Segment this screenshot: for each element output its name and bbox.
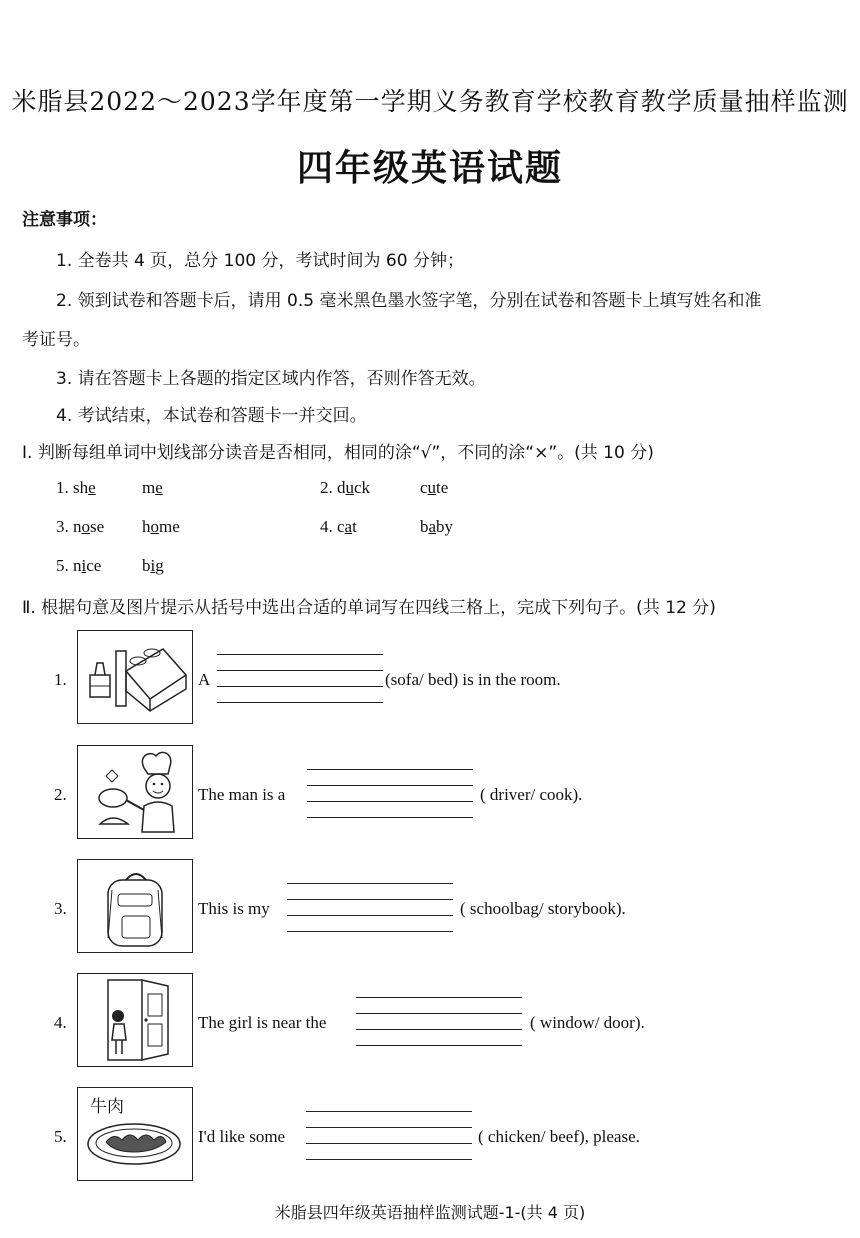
- writing-line: [307, 785, 473, 786]
- writing-line: [287, 883, 453, 884]
- word-a: nice: [73, 556, 102, 575]
- word-a: cat: [337, 517, 357, 536]
- answer-line[interactable]: [217, 686, 383, 687]
- pair-5: 5. nice: [56, 556, 102, 575]
- word-a: she: [73, 478, 96, 497]
- beef-icon: [78, 1088, 191, 1179]
- pair-1-word-b: me: [142, 478, 163, 497]
- writing-line: [306, 1159, 472, 1160]
- question-number: 2.: [54, 785, 67, 804]
- writing-line: [306, 1111, 472, 1112]
- notice-item: 1. 全卷共 4 页，总分 100 分，考试时间为 60 分钟；: [56, 251, 464, 271]
- writing-line: [356, 1045, 522, 1046]
- writing-line: [356, 997, 522, 998]
- writing-line: [217, 670, 383, 671]
- question-number: 5.: [54, 1127, 67, 1146]
- notice-heading: 注意事项：: [22, 210, 107, 230]
- writing-line: [306, 1127, 472, 1128]
- question-suffix: ( schoolbag/ storybook).: [460, 899, 626, 918]
- writing-line: [217, 654, 383, 655]
- section-2-title: Ⅱ. 根据句意及图片提示从括号中选出合适的单词写在四线三格上，完成下列句子。(共 12 分): [22, 598, 716, 618]
- writing-line: [287, 899, 453, 900]
- question-prefix: I'd like some: [198, 1127, 286, 1146]
- question-number: 4.: [54, 1013, 67, 1032]
- question-number: 3.: [54, 899, 67, 918]
- bed-picture: [77, 630, 193, 724]
- page-footer: 米脂县四年级英语抽样监测试题-1-(共 4 页): [274, 1203, 586, 1222]
- question-suffix: (sofa/ bed) is in the room.: [385, 670, 561, 689]
- cook-picture: [77, 745, 193, 839]
- beef-picture: [77, 1087, 193, 1181]
- pair-2: 2. duck: [320, 478, 371, 497]
- cook-icon: [78, 746, 191, 837]
- notice-item: 4. 考试结束，本试卷和答题卡一并交回。: [56, 406, 367, 426]
- word-a: nose: [73, 517, 105, 536]
- question-suffix: ( chicken/ beef), please.: [478, 1127, 640, 1146]
- writing-line: [307, 817, 473, 818]
- pair-2-word-b: cute: [420, 478, 449, 497]
- section-1-title: Ⅰ. 判断每组单词中划线部分读音是否相同，相同的涂“√”，不同的涂“×”。(共 10 分): [22, 443, 654, 463]
- writing-line: [287, 931, 453, 932]
- writing-line: [217, 702, 383, 703]
- notice-item: 3. 请在答题卡上各题的指定区域内作答，否则作答无效。: [56, 369, 486, 389]
- schoolbag-icon: [78, 860, 191, 951]
- beef-label: 牛肉: [90, 1097, 124, 1117]
- question-prefix: The girl is near the: [198, 1013, 327, 1032]
- writing-line: [356, 1013, 522, 1014]
- question-suffix: ( window/ door).: [530, 1013, 645, 1032]
- pair-1: 1. she: [56, 478, 96, 497]
- bed-icon: [78, 631, 191, 722]
- door-icon: [78, 974, 191, 1065]
- schoolbag-picture: [77, 859, 193, 953]
- answer-line[interactable]: [306, 1143, 472, 1144]
- notice-item: 考证号。: [22, 330, 90, 350]
- answer-line[interactable]: [287, 915, 453, 916]
- answer-line[interactable]: [307, 801, 473, 802]
- page-title: 四年级英语试题: [296, 148, 563, 189]
- question-prefix: This is my: [198, 899, 270, 918]
- pair-5-word-b: big: [142, 556, 164, 575]
- pair-3-word-b: home: [142, 517, 180, 536]
- notice-item: 2. 领到试卷和答题卡后，请用 0.5 毫米黑色墨水签字笔，分别在试卷和答题卡上填写姓名和准: [56, 291, 762, 311]
- pair-3: 3. nose: [56, 517, 105, 536]
- exam-header: 米脂县2022～2023学年度第一学期义务教育学校教育教学质量抽样监测: [11, 87, 849, 116]
- question-number: 1.: [54, 670, 67, 689]
- pair-4: 4. cat: [320, 517, 357, 536]
- word-a: duck: [337, 478, 371, 497]
- writing-line: [307, 769, 473, 770]
- question-prefix: A: [198, 670, 211, 689]
- pair-4-word-b: baby: [420, 517, 454, 536]
- question-suffix: ( driver/ cook).: [480, 785, 583, 804]
- door-picture: [77, 973, 193, 1067]
- answer-line[interactable]: [356, 1029, 522, 1030]
- question-prefix: The man is a: [198, 785, 286, 804]
